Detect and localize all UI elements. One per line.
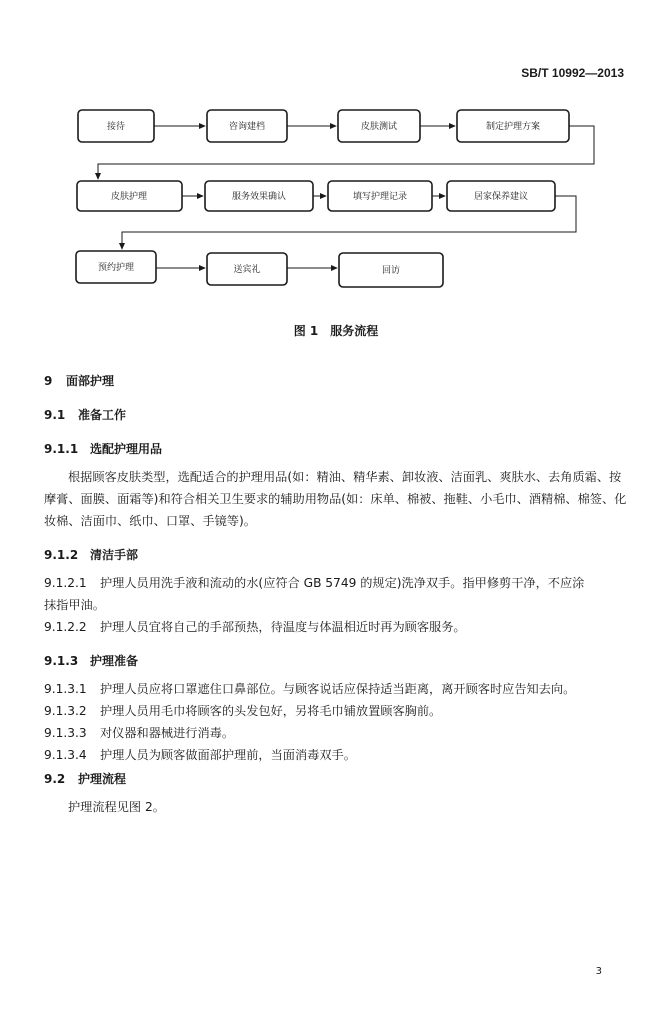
section-title: 准备工作 — [78, 408, 127, 422]
section-number: 9.1.1 — [44, 442, 79, 456]
section-9-1-1-heading — [44, 440, 162, 457]
flow-step-care-record — [328, 181, 432, 211]
flow-step-reception — [78, 110, 154, 142]
paragraph-line: 抹指甲油。 — [44, 598, 105, 612]
flow-step-label: 皮肤护理 — [110, 192, 148, 202]
clause-9-1-3-1 — [44, 678, 575, 700]
section-number: 9.2 — [44, 772, 66, 786]
clause-9-1-3-3 — [44, 722, 234, 744]
flow-step-care-plan — [457, 110, 569, 142]
clause-number: 9.1.3.3 — [44, 726, 87, 740]
clause-text: 护理人员宜将自己的手部预热，待温度与体温相近时再为顾客服务。 — [100, 620, 466, 634]
section-number: 9.1 — [44, 408, 66, 422]
flow-step-home-care-advice — [447, 181, 555, 211]
flow-step-consult-file — [207, 110, 287, 142]
page-number: 3 — [595, 966, 602, 977]
section-9-heading — [44, 372, 114, 389]
section-title: 护理流程 — [78, 772, 127, 786]
flow-step-label: 服务效果确认 — [231, 192, 287, 202]
service-flow-diagram — [0, 0, 672, 300]
flow-step-label: 回访 — [381, 266, 401, 276]
section-number: 9.1.3 — [44, 654, 79, 668]
paragraph-line: 根据顾客皮肤类型，选配适合的护理用品(如：精油、精华素、卸妆液、洁面乳、爽肤水、去角质霜、按 — [68, 470, 622, 484]
flow-step-skin-test — [338, 110, 420, 142]
clause-9-1-2-1 — [44, 572, 584, 594]
paragraph-line: 妆棉、洁面巾、纸巾、口罩、手镜等)。 — [44, 514, 256, 528]
flow-step-label: 皮肤测试 — [360, 122, 398, 132]
flow-step-label: 送宾礼 — [233, 265, 261, 275]
section-number: 9 — [44, 374, 53, 388]
flow-step-skin-care — [77, 181, 182, 211]
flow-step-follow-up — [339, 253, 443, 287]
figure-caption: 图 1 服务流程 — [293, 324, 379, 338]
clause-text: 对仪器和器械进行消毒。 — [100, 726, 235, 740]
clause-number: 9.1.3.4 — [44, 748, 87, 762]
clause-9-1-3-4 — [44, 744, 356, 766]
clause-number: 9.1.3.2 — [44, 704, 87, 718]
flow-step-label: 制定护理方案 — [485, 122, 541, 132]
flow-step-label: 咨询建档 — [228, 122, 266, 132]
section-number: 9.1.2 — [44, 548, 79, 562]
clause-9-1-3-2 — [44, 700, 441, 722]
standard-number: SB/T 10992—2013 — [521, 66, 624, 80]
flow-step-label: 填写护理记录 — [352, 192, 408, 202]
flow-step-label: 接待 — [106, 122, 126, 132]
clause-text: 护理人员应将口罩遮住口鼻部位。与顾客说话应保持适当距离，离开顾客时应告知去向。 — [100, 682, 576, 696]
section-title: 护理准备 — [90, 654, 139, 668]
section-title: 面部护理 — [66, 374, 115, 388]
flow-step-appointment — [76, 251, 156, 283]
clause-text: 护理人员用毛巾将顾客的头发包好，另将毛巾铺放置顾客胸前。 — [100, 704, 442, 718]
paragraph-line: 摩膏、面膜、面霜等)和符合相关卫生要求的辅助用物品(如：床单、棉被、拖鞋、小毛巾、酒精棉、棉签、化 — [44, 492, 627, 506]
section-9-1-heading — [44, 406, 126, 423]
section-title: 选配护理用品 — [90, 442, 163, 456]
flow-step-label: 预约护理 — [97, 263, 135, 273]
section-title: 清洁手部 — [90, 548, 139, 562]
section-9-1-2-heading — [44, 546, 138, 563]
clause-number: 9.1.2.1 — [44, 576, 87, 590]
clause-number: 9.1.3.1 — [44, 682, 87, 696]
section-9-1-3-heading — [44, 652, 138, 669]
flow-step-effect-confirm — [205, 181, 313, 211]
flow-step-label: 居家保养建议 — [473, 192, 529, 202]
flow-step-farewell-gift — [207, 253, 287, 285]
paragraph-line: 护理流程见图 2。 — [68, 800, 165, 814]
section-9-2-heading — [44, 770, 126, 787]
clause-9-1-2-2 — [44, 616, 466, 638]
clause-number: 9.1.2.2 — [44, 620, 87, 634]
clause-text: 护理人员为顾客做面部护理前，当面消毒双手。 — [100, 748, 356, 762]
clause-text: 护理人员用洗手液和流动的水(应符合 GB 5749 的规定)洗净双手。指甲修剪干净，不应涂 — [100, 576, 585, 590]
